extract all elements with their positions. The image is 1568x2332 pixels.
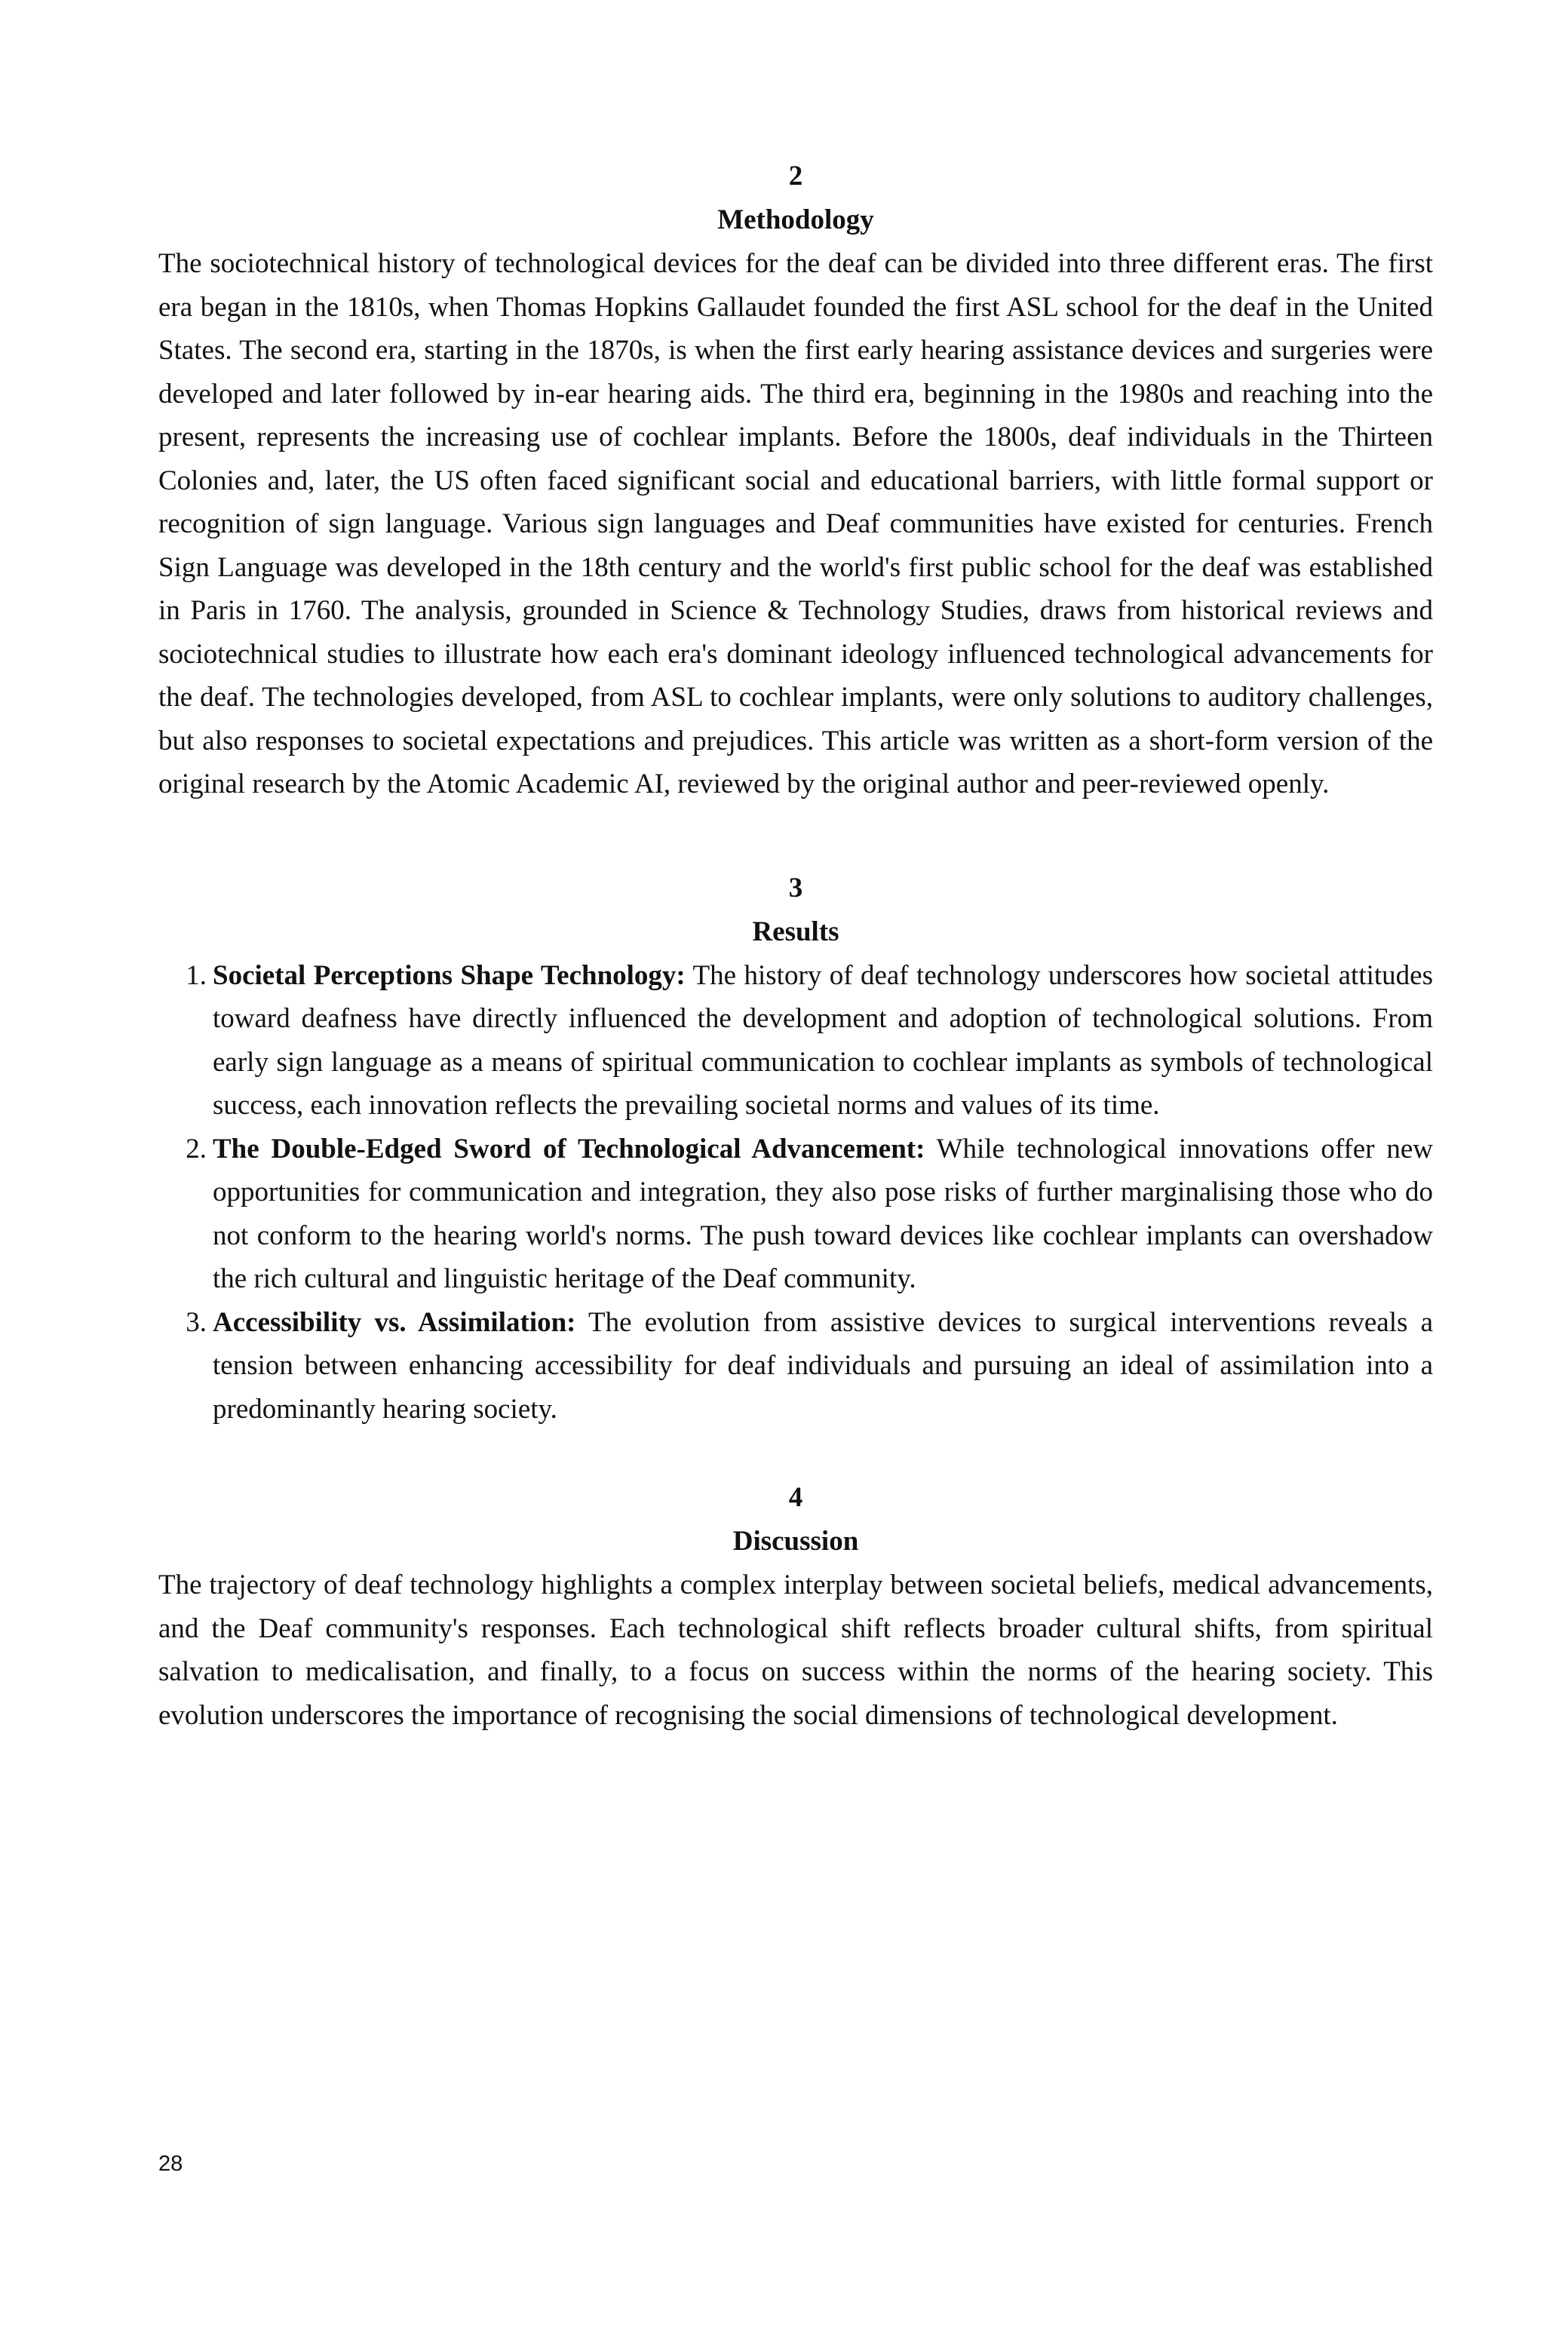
list-item	[158, 1301, 1433, 1431]
discussion-section	[158, 1476, 1433, 1737]
section-title: Methodology	[717, 204, 874, 235]
list-item-heading: Societal Perceptions Shape Technology:	[213, 959, 686, 991]
discussion-paragraph: The trajectory of deaf technology highlights a complex interplay between societal beliefs, medical advancements, and the Deaf community's responses. Each technological shift reflects broader cultural shifts, from spiritual salvation to medicalisation, and finally, to a focus on success within the norms of the hearing society. This evolution underscores the importance of recognising the social dimensions of technological development.	[158, 1569, 1433, 1731]
list-item-text: The evolution from assistive devices to surgical interventions reveals a tension between enhancing accessibility for deaf individuals and pursuing an ideal of assimilation into a predominantly hearing society.	[213, 1306, 1433, 1425]
list-item-body	[213, 1301, 1433, 1431]
section-number: 3	[788, 872, 803, 904]
list-item-number: 2.	[186, 1133, 207, 1164]
list-item-heading: Accessibility vs. Assimilation:	[213, 1306, 576, 1338]
section-number: 4	[788, 1482, 803, 1513]
methodology-paragraph: The sociotechnical history of technological devices for the deaf can be divided into three different eras. The first era began in the 1810s, when Thomas Hopkins Gallaudet founded the first ASL school for the deaf in the United States. The second era, starting in the 1870s, is when the first early hearing assistance devices and surgeries were developed and later followed by in-ear hearing aids. The third era, beginning in the 1980s and reaching into the present, represents the increasing use of cochlear implants. Before the 1800s, deaf individuals in the Thirteen Colonies and, later, the US often faced significant social and educational barriers, with little formal support or recognition of sign language. Various sign languages and Deaf communities have existed for centuries. French Sign Language was developed in the 18th century and the world's first public school for the deaf was established in Paris in 1760. The analysis, grounded in Science & Technology Studies, draws from historical reviews and sociotechnical studies to illustrate how each era's dominant ideology influenced technological advancements for the deaf. The technologies developed, from ASL to cochlear implants, were only solutions to auditory challenges, but also responses to societal expectations and prejudices. This article was written as a short-form version of the original research by the Atomic Academic AI, reviewed by the original author and peer-reviewed openly.	[158, 248, 1433, 799]
section-spacer	[158, 1431, 1433, 1476]
list-item-number: 1.	[186, 959, 207, 991]
section-title: Discussion	[732, 1526, 859, 1557]
section-number: 2	[788, 161, 803, 192]
section-title: Results	[752, 916, 839, 947]
results-section	[158, 867, 1433, 1431]
methodology-section	[158, 155, 1433, 806]
list-item-number: 3.	[186, 1306, 207, 1338]
list-item	[158, 1128, 1433, 1301]
page-content	[158, 155, 1433, 1737]
page-number: 28	[158, 2152, 183, 2176]
list-item-text: The history of deaf technology underscores how societal attitudes toward deafness have directly influenced the development and adoption of technological solutions. From early sign language as a means of spiritual communication to cochlear implants as symbols of technological success, each innovation reflects the prevailing societal norms and values of its time.	[213, 959, 1434, 1121]
results-list	[158, 954, 1433, 1431]
list-item-body	[213, 1128, 1433, 1301]
list-item-heading: The Double-Edged Sword of Technological Advancement:	[213, 1133, 925, 1164]
list-item-text: While technological innovations offer new opportunities for communication and integration, they also pose risks of further marginalising those who do not conform to the hearing world's norms. The push toward devices like cochlear implants can overshadow the rich cultural and linguistic heritage of the Deaf community.	[213, 1133, 1433, 1294]
list-item	[158, 954, 1433, 1128]
section-spacer	[158, 806, 1433, 867]
list-item-body	[213, 954, 1433, 1128]
